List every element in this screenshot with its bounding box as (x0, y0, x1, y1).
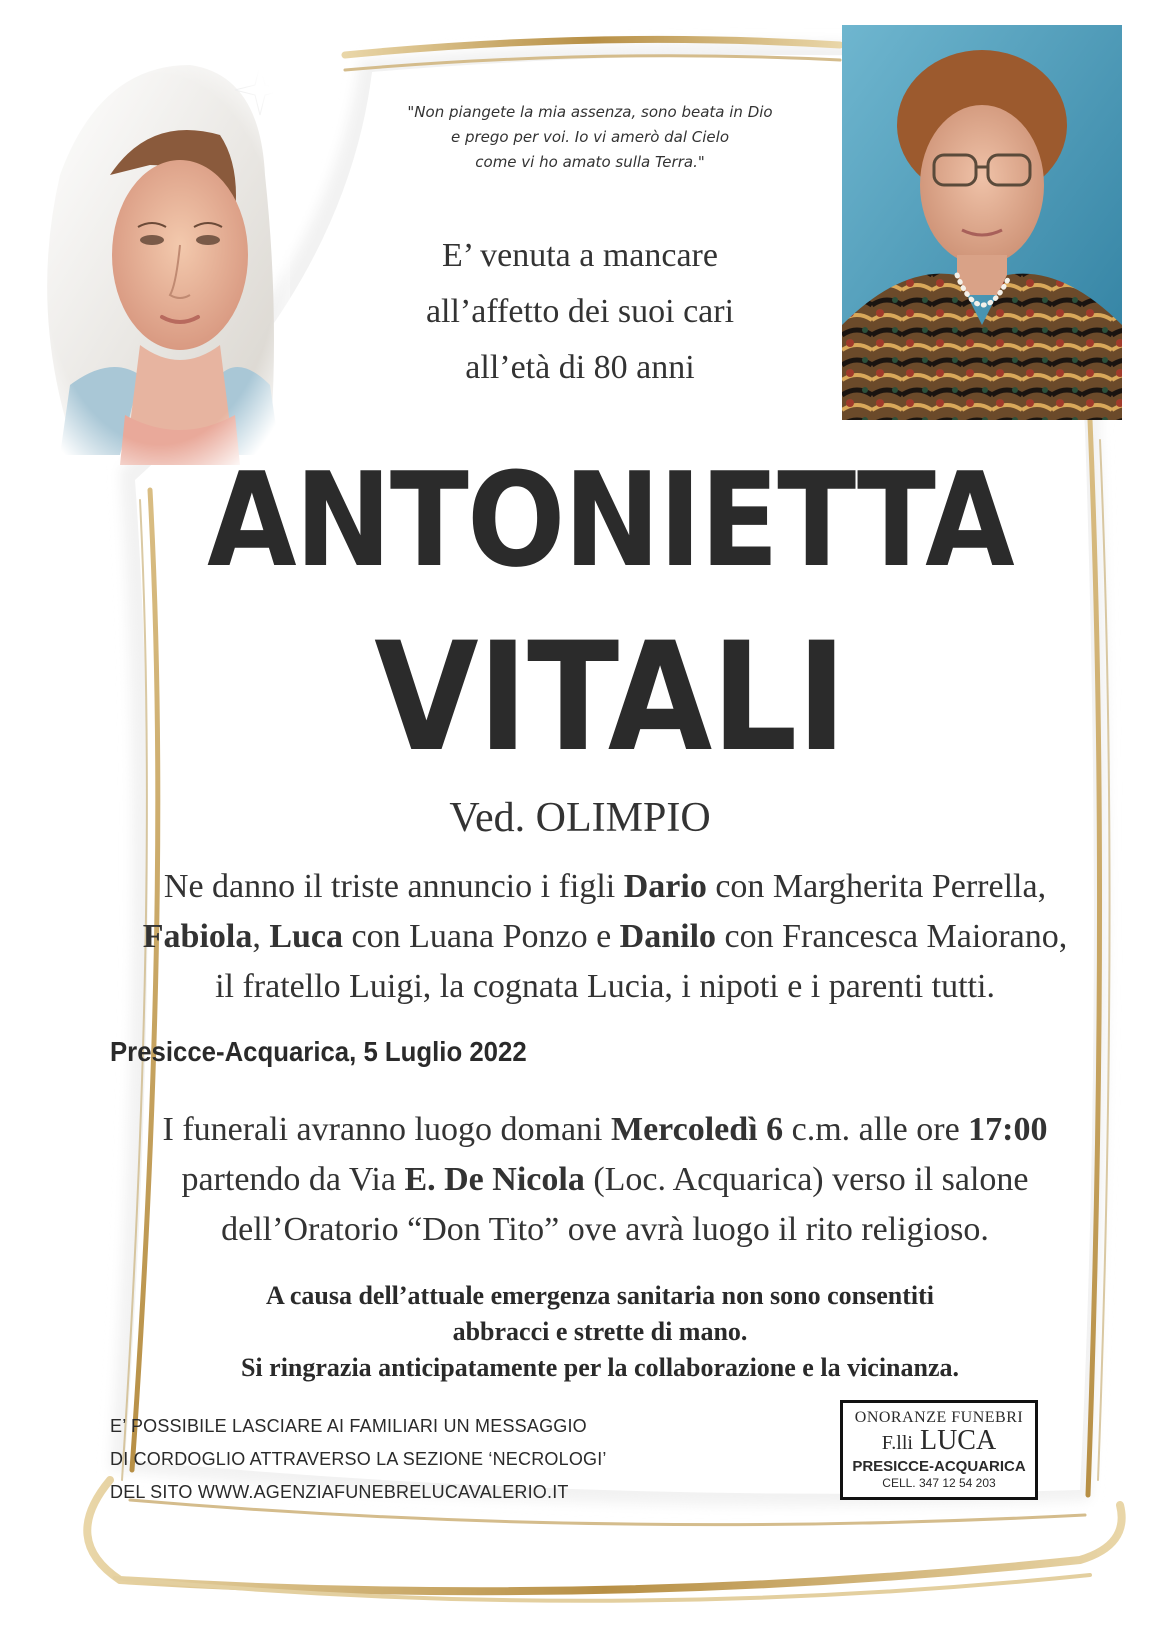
ann-name-fabiola: Fabiola (142, 918, 253, 955)
age-prefix: all’età di (465, 349, 586, 386)
fun-day: Mercoledì 6 (610, 1111, 784, 1148)
madonna-image (30, 55, 290, 465)
fun-text: (Loc. Acquarica) verso il salone (593, 1161, 1029, 1198)
health-notice (150, 1278, 1050, 1386)
fun-street: E. De Nicola (404, 1161, 585, 1198)
fun-text: c.m. alle ore (791, 1111, 960, 1148)
agency-name (843, 1427, 1035, 1457)
funeral-line: dell’Oratorio “Don Tito” ove avrà luogo il rito religioso. (221, 1211, 989, 1248)
agency-phone: CELL. 347 12 54 203 (882, 1476, 996, 1490)
last-name: VITALI (374, 611, 846, 785)
intro-line: E’ venuta a mancare (442, 237, 718, 274)
ann-name-danilo: Danilo (619, 918, 717, 955)
ann-text: con Margherita Perrella, (715, 868, 1047, 905)
funeral-agency-box (840, 1400, 1038, 1500)
announcement (110, 862, 1100, 1012)
website-line: DI CORDOGLIO ATTRAVERSO LA SEZIONE ‘NECROLOGI’ (110, 1449, 607, 1469)
funeral-line (110, 1155, 1100, 1205)
quote (340, 100, 840, 175)
ann-name-luca: Luca (269, 918, 344, 955)
website-line: DEL SITO WWW.AGENZIAFUNEBRELUCAVALERIO.IT (110, 1482, 569, 1502)
fun-time: 17:00 (968, 1111, 1048, 1148)
quote-line: come vi ho amato sulla Terra." (475, 153, 705, 171)
age-value: 80 (593, 349, 628, 386)
notice-line: Si ringrazia anticipatamente per la collaborazione e la vicinanza. (240, 1353, 960, 1382)
ann-name-dario: Dario (623, 868, 707, 905)
agency-name-prefix: F.lli (881, 1432, 913, 1454)
ann-text: con Luana Ponzo e (351, 918, 612, 955)
intro-line: all’affetto dei suoi cari (425, 293, 735, 330)
notice-line: abbracci e strette di mano. (452, 1317, 748, 1346)
announcement-line (110, 862, 1100, 912)
intro-age-line (300, 340, 860, 396)
funeral-line (110, 1105, 1100, 1155)
fun-text: I funerali avranno luogo domani (162, 1111, 603, 1148)
ann-comma: , (252, 918, 261, 955)
agency-title: ONORANZE FUNEBRI (854, 1409, 1024, 1426)
announcement-line (110, 912, 1100, 962)
announcement-line: il fratello Luigi, la cognata Lucia, i nipoti e i parenti tutti. (215, 968, 995, 1005)
widow-of: Ved. OLIMPIO (449, 795, 711, 841)
funeral-details (110, 1105, 1100, 1255)
portrait-photo (842, 25, 1122, 420)
ann-text: con Francesca Maiorano, (724, 918, 1068, 955)
intro-text (300, 228, 860, 396)
website-note (110, 1410, 670, 1509)
age-suffix: anni (636, 349, 695, 386)
agency-name-main: LUCA (919, 1425, 997, 1456)
ann-text: Ne danno il triste annuncio i figli (163, 868, 616, 905)
fun-text: partendo da Via (181, 1161, 396, 1198)
agency-location: PRESICCE-ACQUARICA (852, 1458, 1026, 1475)
notice-line: A causa dell’attuale emergenza sanitaria non sono consentiti (265, 1281, 935, 1310)
place-date: Presicce-Acquarica, 5 Luglio 2022 (110, 1036, 527, 1067)
website-line: E’ POSSIBILE LASCIARE AI FAMILIARI UN MESSAGGIO (110, 1416, 587, 1436)
first-name: ANTONIETTA (207, 444, 1013, 596)
quote-line: "Non piangete la mia assenza, sono beata in Dio (407, 103, 773, 121)
quote-line: e prego per voi. Io vi amerò dal Cielo (450, 128, 729, 146)
